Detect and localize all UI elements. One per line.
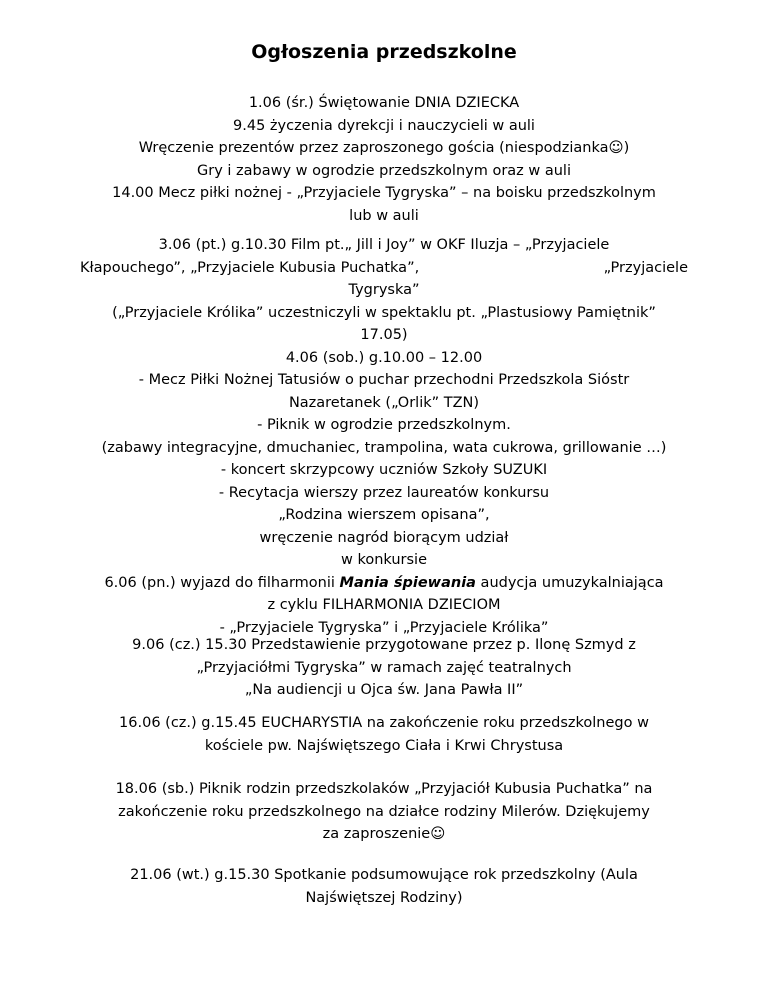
text-line: Najświętszej Rodziny) bbox=[305, 889, 463, 906]
text-line: - Mecz Piłki Nożnej Tatusiów o puchar przechodni Przedszkola Sióstr bbox=[138, 372, 630, 388]
text-fragment: Kłapouchego”, „Przyjaciele Kubusia Puchatka”, bbox=[80, 259, 420, 276]
text-line: 18.06 (sb.) Piknik rodzin przedszkolaków „Przyjaciół Kubusia Puchatka” na bbox=[115, 781, 653, 797]
text-line: „Rodzina wierszem opisana”, bbox=[278, 507, 490, 523]
text-line: 17.05) bbox=[360, 327, 408, 343]
emphasized-title: Mania śpiewania bbox=[339, 574, 476, 591]
text-line: - Piknik w ogrodzie przedszkolnym. bbox=[257, 417, 511, 433]
text-line: 3.06 (pt.) g.10.30 Film pt.„ Jill i Joy” w OKF Iluzja – „Przyjaciele bbox=[158, 237, 610, 253]
text-line: w konkursie bbox=[340, 552, 428, 568]
text-fragment: audycja umuzykalniająca bbox=[475, 574, 664, 591]
text-fragment: 6.06 (pn.) wyjazd do filharmonii bbox=[104, 574, 340, 591]
text-line-justified bbox=[80, 257, 688, 280]
announcement-children-day bbox=[80, 92, 688, 227]
text-line: 4.06 (sob.) g.10.00 – 12.00 bbox=[285, 349, 483, 366]
announcement-theatre bbox=[80, 634, 688, 702]
text-line: 14.00 Mecz piłki nożnej - „Przyjaciele Tygryska” – na boisku przedszkolnym bbox=[112, 185, 656, 201]
text-line: - Recytacja wierszy przez laureatów konkursu bbox=[218, 484, 550, 501]
text-line: - „Przyjaciele Tygryska” i „Przyjaciele Królika” bbox=[219, 619, 549, 636]
text-line: Nazaretanek („Orlik” TZN) bbox=[288, 394, 480, 411]
text-line: 9.45 życzenia dyrekcji i nauczycieli w auli bbox=[233, 117, 535, 134]
announcement-family-picnic bbox=[80, 778, 688, 846]
text-line: (zabawy integracyjne, dmuchaniec, trampolina, wata cukrowa, grillowanie …) bbox=[101, 439, 667, 456]
text-line: kościele pw. Najświętszego Ciała i Krwi Chrystusa bbox=[204, 737, 564, 754]
text-line: Gry i zabawy w ogrodzie przedszkolnym oraz w auli bbox=[197, 162, 571, 179]
text-line: 16.06 (cz.) g.15.45 EUCHARYSTIA na zakończenie roku przedszkolnego w bbox=[119, 715, 649, 731]
announcement-eucharist bbox=[80, 712, 688, 757]
text-fragment: „Przyjaciele bbox=[603, 259, 688, 276]
text-line-mixed bbox=[80, 572, 688, 595]
text-line: Tygryska” bbox=[348, 282, 420, 298]
announcement-june-events bbox=[80, 234, 688, 639]
text-line: 9.06 (cz.) 15.30 Przedstawienie przygotowane przez p. Ilonę Szmyd z bbox=[132, 637, 636, 653]
text-line: 1.06 (śr.) Świętowanie DNIA DZIECKA bbox=[248, 95, 520, 111]
text-line: „Na audiencji u Ojca św. Jana Pawła II” bbox=[244, 682, 524, 698]
text-line: lub w auli bbox=[349, 207, 419, 224]
text-line: zakończenie roku przedszkolnego na działce rodziny Milerów. Dziękujemy bbox=[118, 803, 650, 820]
text-line: wręczenie nagród biorącym udział bbox=[259, 529, 509, 546]
text-line: 21.06 (wt.) g.15.30 Spotkanie podsumowujące rok przedszkolny (Aula bbox=[130, 867, 638, 883]
text-line: („Przyjaciele Królika” uczestniczyli w spektaklu pt. „Plastusiowy Pamiętnik” bbox=[112, 304, 656, 321]
text-line: - koncert skrzypcowy uczniów Szkoły SUZUKI bbox=[220, 462, 548, 478]
text-line: z cyklu FILHARMONIA DZIECIOM bbox=[267, 597, 501, 613]
page-title: Ogłoszenia przedszkolne bbox=[251, 41, 517, 63]
text-line: za zaproszenie☺ bbox=[322, 826, 446, 842]
announcement-summary-meeting bbox=[80, 864, 688, 909]
text-line: Wręczenie prezentów przez zaproszonego gościa (niespodzianka☺) bbox=[138, 140, 630, 156]
text-line: „Przyjaciółmi Tygryska” w ramach zajęć teatralnych bbox=[196, 659, 572, 676]
